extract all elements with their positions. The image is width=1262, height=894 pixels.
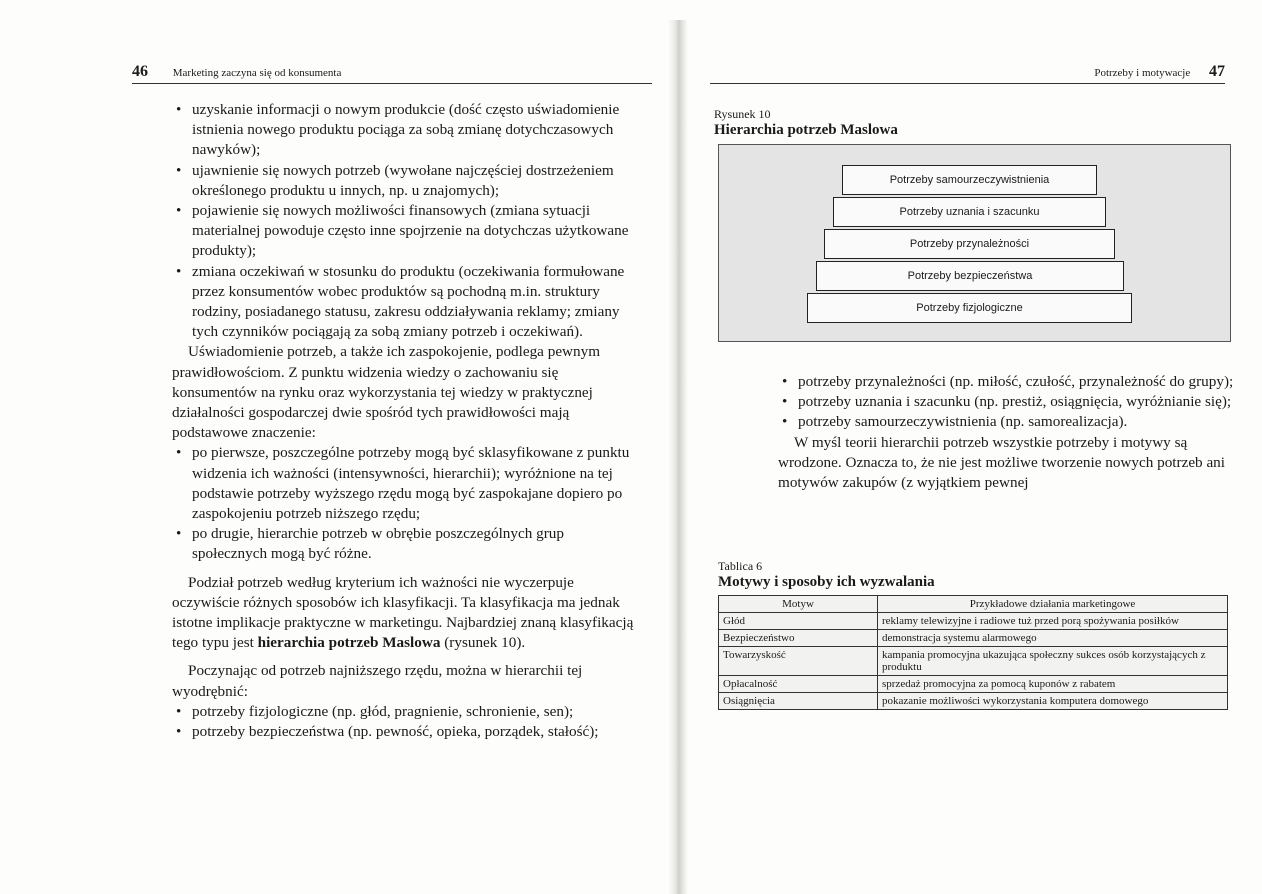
- table-cell: Głód: [719, 613, 878, 630]
- table-cell: Bezpieczeństwo: [719, 630, 878, 647]
- left-body: [172, 100, 642, 742]
- table-row: [719, 630, 1228, 647]
- book-gutter: [668, 20, 688, 894]
- table-row: [719, 693, 1228, 710]
- list-item: • ujawnienie się nowych potrzeb (wywołane najczęściej dostrzeżeniem określonego produktu u innych, np. u znajomych);: [172, 161, 642, 201]
- table-row: [719, 647, 1228, 676]
- table-cell: sprzedaż promocyjna za pomocą kuponów z rabatem: [878, 676, 1228, 693]
- table-row: [719, 613, 1228, 630]
- list-item: • potrzeby uznania i szacunku (np. prestiż, osiągnięcia, wyróżnianie się);: [778, 392, 1236, 412]
- right-running-header: [710, 63, 1225, 84]
- table-cell: pokazanie możliwości wykorzystania komputera domowego: [878, 693, 1228, 710]
- pyramid-tier-safety: Potrzeby bezpieczeństwa: [816, 261, 1124, 291]
- table-cell: Opłacalność: [719, 676, 878, 693]
- list-item: • zmiana oczekiwań w stosunku do produktu (oczekiwania formułowane przez konsumentów wobec produktów są pochodną m.in. struktury rodziny, posiadanego statusu, zakresu oddziaływania reklamy; zmiany tych czynników pociągają za sobą zmiany potrzeb i oczekiwań).: [172, 262, 642, 343]
- maslow-pyramid: [718, 144, 1231, 342]
- para-text-end: (rysunek 10).: [440, 634, 526, 652]
- paragraph-maslow: [172, 573, 642, 654]
- table-header-row: [719, 596, 1228, 613]
- bullet-list-1: [172, 100, 642, 342]
- pyramid-tier-physiological: Potrzeby fizjologiczne: [807, 293, 1132, 323]
- right-page: [688, 0, 1262, 894]
- bullet-list-2: [172, 443, 642, 564]
- list-item: • po pierwsze, poszczególne potrzeby mogą być sklasyfikowane z punktu widzenia ich ważności (intensywności, hierarchii); wyróżnione na tej podstawie potrzeby wyższego rzędu mogą być zaspokajane dopiero po zaspokojeniu potrzeb niższego rzędu;: [172, 443, 642, 524]
- table-caption: [718, 559, 1218, 591]
- running-head-left: Marketing zaczyna się od konsumenta: [172, 67, 342, 79]
- list-item: • potrzeby bezpieczeństwa (np. pewność, opieka, porządek, stałość);: [172, 722, 642, 742]
- table-row: [719, 676, 1228, 693]
- table-header: Przykładowe działania marketingowe: [878, 596, 1228, 613]
- list-item: • po drugie, hierarchie potrzeb w obrębie poszczególnych grup społecznych mogą być różne.: [172, 524, 642, 564]
- table-cell: Osiągnięcia: [719, 693, 878, 710]
- page-number-left: 46: [132, 63, 148, 80]
- figure-label: Rysunek 10: [714, 107, 771, 121]
- running-head-right: Potrzeby i motywacje: [1094, 67, 1191, 79]
- table-cell: Towarzyskość: [719, 647, 878, 676]
- paragraph: Poczynając od potrzeb najniższego rzędu, można w hierarchii tej wyodrębnić:: [172, 662, 583, 700]
- list-item: • potrzeby samourzeczywistnienia (np. samorealizacja).: [778, 412, 1236, 432]
- table-title: Motywy i sposoby ich wyzwalania: [718, 574, 935, 590]
- table-header: Motyw: [719, 596, 878, 613]
- list-item: • uzyskanie informacji o nowym produkcie (dość często uświadomienie istnienia nowego produktu pociąga za sobą zmianę dotychczasowych nawyków);: [172, 100, 642, 161]
- pyramid-tier-self-actualization: Potrzeby samourzeczywistnienia: [842, 165, 1097, 195]
- table-cell: reklamy telewizyjne i radiowe tuż przed porą spożywania posiłków: [878, 613, 1228, 630]
- table-label: Tablica 6: [718, 559, 763, 573]
- figure-caption: [714, 107, 1214, 139]
- table-cell: demonstracja systemu alarmowego: [878, 630, 1228, 647]
- pyramid-tier-belonging: Potrzeby przynależności: [824, 229, 1115, 259]
- bullet-list-3: [172, 702, 642, 742]
- list-item: • potrzeby fizjologiczne (np. głód, pragnienie, schronienie, sen);: [172, 702, 642, 722]
- right-body: [778, 372, 1236, 493]
- page-number-right: 47: [1209, 63, 1225, 80]
- para-bold: hierarchia potrzeb Maslowa: [257, 634, 441, 652]
- motives-table: [718, 595, 1228, 710]
- pyramid-tier-esteem: Potrzeby uznania i szacunku: [833, 197, 1106, 227]
- left-running-header: [132, 63, 652, 84]
- bullet-list-right: [778, 372, 1236, 433]
- para-text: Podział potrzeb według kryterium ich ważności nie wyczerpuje oczywiście różnych sposobów ich klasyfikacji. Ta klasyfikacja ma jednak istotne implikacje praktyczne w marketingu. Najbardziej znaną klasyfikacją tego typu jest: [172, 573, 634, 652]
- paragraph: Uświadomienie potrzeb, a także ich zaspokojenie, podlega pewnym prawidłowościom. Z punktu widzenia wiedzy o zachowaniu się konsumentów na rynku oraz wykorzystania tej wiedzy w praktycznej działalności gospodarczej dwie spośród tych prawidłowości mają podstawowe znaczenie:: [172, 343, 601, 442]
- table-cell: kampania promocyjna ukazująca społeczny sukces osób korzystających z produktu: [878, 647, 1228, 676]
- list-item: • pojawienie się nowych możliwości finansowych (zmiana sytuacji materialnej powoduje często inne spojrzenie na dotychczas użytkowane produkty);: [172, 201, 642, 262]
- paragraph: W myśl teorii hierarchii potrzeb wszystkie potrzeby i motywy są wrodzone. Oznacza to, że nie jest możliwe tworzenie nowych potrzeb ani motywów zakupów (z wyjątkiem pewnej: [778, 433, 1226, 492]
- figure-title: Hierarchia potrzeb Maslowa: [714, 122, 898, 138]
- list-item: • potrzeby przynależności (np. miłość, czułość, przynależność do grupy);: [778, 372, 1236, 392]
